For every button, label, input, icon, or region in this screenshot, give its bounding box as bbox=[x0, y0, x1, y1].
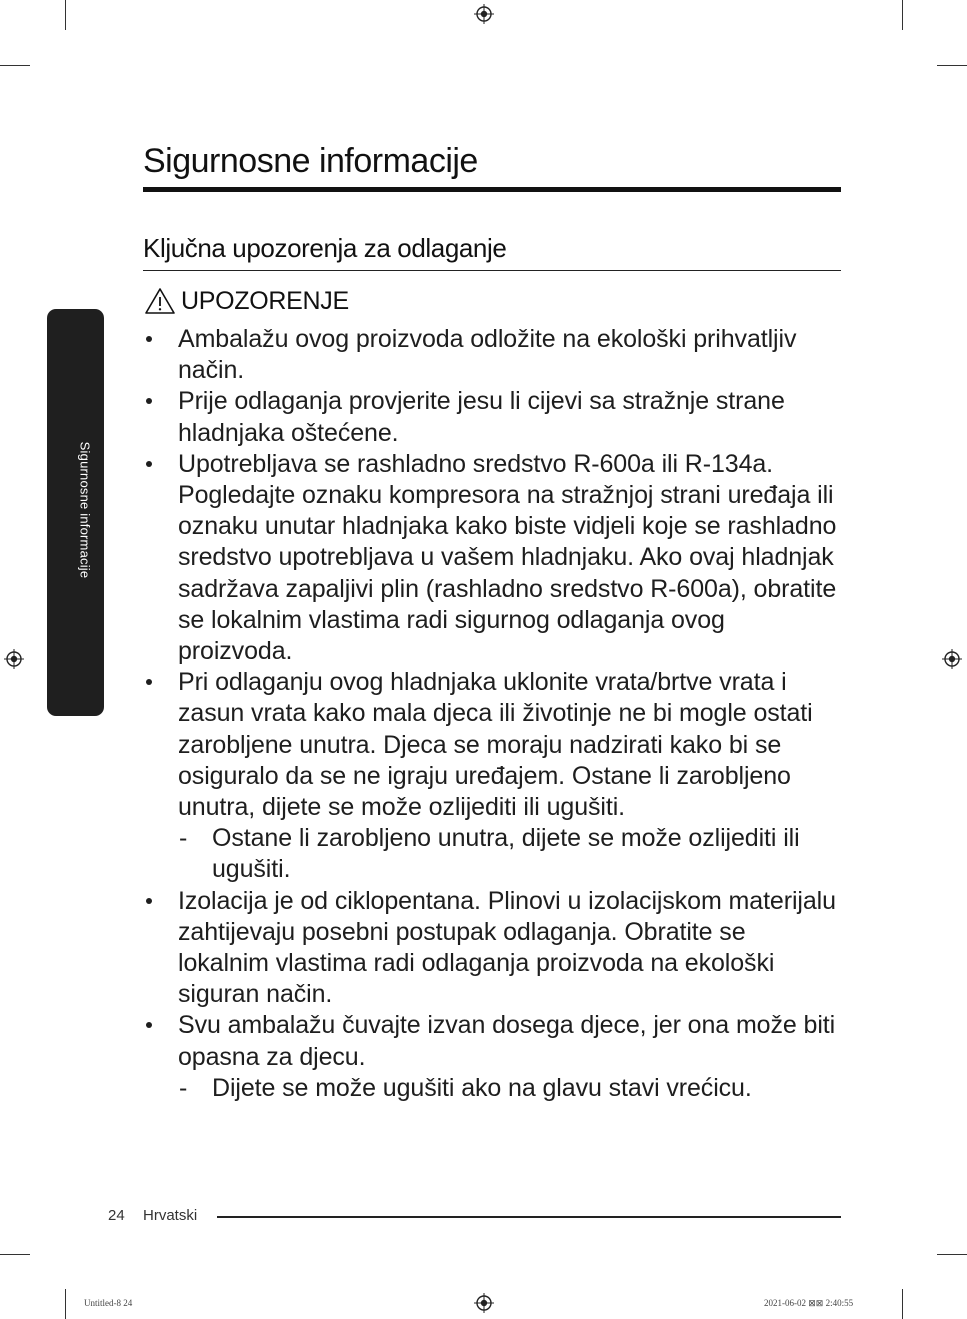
side-chapter-tab-label: Sigurnosne informacije bbox=[77, 441, 93, 579]
crop-mark bbox=[937, 1254, 967, 1255]
footer-divider bbox=[217, 1216, 841, 1218]
side-chapter-tab bbox=[47, 309, 104, 716]
warning-label: UPOZORENJE bbox=[181, 286, 349, 315]
crop-mark bbox=[0, 1254, 30, 1255]
warning-header bbox=[143, 286, 349, 316]
crop-mark bbox=[902, 0, 903, 30]
bullet-dot bbox=[146, 679, 152, 685]
list-item bbox=[143, 449, 843, 667]
list-item bbox=[143, 324, 843, 386]
print-slug-right: 2021-06-02 ⊠⊠ 2:40:55 bbox=[764, 1298, 854, 1308]
list-item-text: Svu ambalažu čuvajte izvan dosega djece, jer ona može biti opasna za djecu. bbox=[178, 1011, 836, 1071]
footer-language: Hrvatski bbox=[143, 1207, 198, 1224]
sub-item-dash: - bbox=[179, 1073, 188, 1102]
bullet-dot bbox=[146, 398, 152, 404]
page-number: 24 bbox=[108, 1207, 125, 1224]
crop-mark bbox=[902, 1289, 903, 1319]
warning-list bbox=[143, 324, 843, 1104]
bullet-dot bbox=[146, 1022, 152, 1028]
registration-mark-icon bbox=[474, 4, 494, 24]
section-divider bbox=[143, 270, 841, 271]
page-title: Sigurnosne informacije bbox=[143, 142, 478, 180]
warning-triangle-icon bbox=[143, 286, 177, 316]
list-item bbox=[143, 386, 843, 448]
crop-mark bbox=[0, 65, 30, 66]
list-item-text: Izolacija je od ciklopentana. Plinovi u izolacijskom materijalu zahtijevaju posebni postupak odlaganja. Obratite se lokalnim vlastima radi odlaganja proizvoda na ekološki siguran način. bbox=[178, 886, 836, 1009]
title-divider bbox=[143, 187, 841, 192]
sub-item-dash: - bbox=[179, 824, 188, 853]
print-slug-left: Untitled-8 24 bbox=[84, 1298, 133, 1308]
list-item bbox=[143, 886, 843, 1011]
sub-item-text: Dijete se može ugušiti ako na glavu stavi vrećicu. bbox=[212, 1073, 752, 1102]
registration-mark-icon bbox=[474, 1293, 494, 1313]
registration-mark-icon bbox=[4, 649, 24, 669]
bullet-dot bbox=[146, 336, 152, 342]
list-item bbox=[143, 1010, 843, 1072]
crop-mark bbox=[937, 65, 967, 66]
sub-item-text: Ostane li zarobljeno unutra, dijete se može ozlijediti ili ugušiti. bbox=[212, 824, 800, 884]
list-item-text: Upotrebljava se rashladno sredstvo R-600a ili R-134a. Pogledajte oznaku kompresora na stražnjoj strani uređaja ili oznaku unutar hladnjaka kako biste vidjeli koje se rashladno sredstvo upotrebljava u vašem hladnjaku. Ako ovaj hladnjak sadržava zapaljivi plin (rashladno sredstvo R-600a), obratite se lokalnim vlastima radi sigurnog odlaganja ovog proizvoda. bbox=[178, 449, 837, 666]
sub-list-item bbox=[143, 823, 843, 885]
section-title: Ključna upozorenja za odlaganje bbox=[143, 233, 507, 263]
list-item-text: Ambalažu ovog proizvoda odložite na ekološki prihvatljiv način. bbox=[178, 325, 797, 385]
crop-mark bbox=[65, 0, 66, 30]
bullet-dot bbox=[146, 461, 152, 467]
bullet-dot bbox=[146, 898, 152, 904]
list-item-text: Pri odlaganju ovog hladnjaka uklonite vrata/brtve vrata i zasun vrata kako mala djeca ili životinje ne bi mogle ostati zarobljene unutra. Djeca se moraju nadzirati kako bi se osiguralo da se ne igraju uređajem. Ostane li zarobljeno unutra, dijete se može ozlijediti ili ugušiti. bbox=[178, 668, 813, 822]
crop-mark bbox=[65, 1289, 66, 1319]
registration-mark-icon bbox=[942, 649, 962, 669]
list-item-text: Prije odlaganja provjerite jesu li cijevi sa stražnje strane hladnjaka oštećene. bbox=[178, 387, 785, 447]
list-item bbox=[143, 667, 843, 823]
sub-list-item bbox=[143, 1073, 843, 1104]
